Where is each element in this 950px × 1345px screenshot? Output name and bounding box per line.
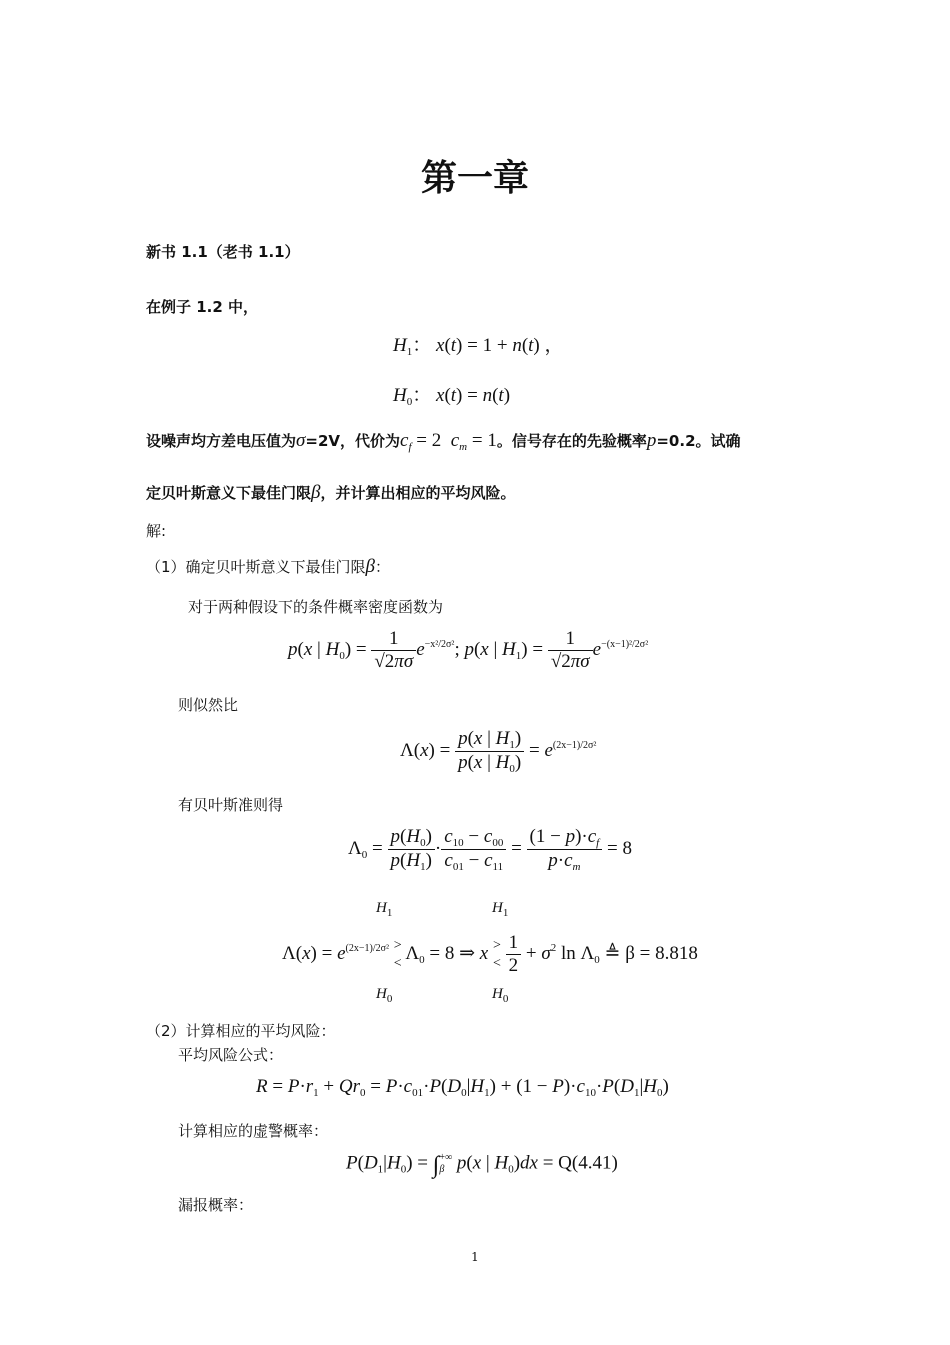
hypothesis-h0: $H_0$： x(t) = n(t) [393, 385, 511, 408]
decision-h1-left: $H_1$ [376, 900, 393, 919]
page-number: 1 [471, 1250, 479, 1264]
intro-text: 在例子 1.2 中， [146, 298, 259, 316]
bayes-intro: 有贝叶斯准则得 [178, 796, 284, 814]
likelihood-intro: 则似然比 [178, 696, 239, 714]
false-alarm-equation: $P(D_1|H_0)$ = ∫+∞ β p(x | $H_0)dx = Q(4.41)$ [346, 1152, 618, 1179]
pdf-equation: p(x | $H_0$) = $\frac{1}{√2\pi\sigma}$ $e^{-x^2/2\sigma^2}$; p(x | $H_1$) = $\frac{1}{√2\pi\sigma}$ $e^{-(x-1)^2/2\sigma^2}$ [288, 628, 649, 672]
problem-line-1: 设噪声均方差电压值为σ=2V，代价为$c_f = 2$ $c_m = 1$。信号存在的先验概率p=0.2。试确 [146, 430, 741, 453]
lambda0-equation: $\Lambda_0$ = $\frac{p(H_0)}{p(H_1)}$ · $\frac{c_{10} - c_{00}}{c_{01} - c_{11}}$ = $\frac{(1 - p)\cdot c_f}{p\cdot c_m}$ = 8 [348, 826, 632, 873]
risk-formula-intro: 平均风险公式： [178, 1046, 284, 1064]
decision-rule-equation: $\Lambda(x) = e^{(2x-1)/2\sigma^2}$ > < $\Lambda_0 = 8$ ⇒ x > < $\frac{1}{2}$ + $\sigma^2$ $\ln \Lambda_0$ ≜ β = 8.818 [282, 932, 698, 976]
decision-h0-left: $H_0$ [376, 986, 393, 1005]
decision-h1-right: $H_1$ [492, 900, 509, 919]
problem-line-2: 定贝叶斯意义下最佳门限β，并计算出相应的平均风险。 [146, 482, 516, 503]
hypothesis-h1: $H_1$： x(t) = 1 + n(t) ， [393, 335, 564, 358]
false-alarm-intro: 计算相应的虚警概率： [178, 1122, 329, 1140]
page-title: 第一章 [420, 158, 529, 199]
section-heading: 新书 1.1（老书 1.1） [146, 243, 300, 261]
step-2-heading: （2）计算相应的平均风险： [146, 1022, 336, 1040]
pdf-intro: 对于两种假设下的条件概率密度函数为 [188, 598, 444, 616]
solution-label: 解: [146, 522, 167, 540]
miss-probability-intro: 漏报概率： [178, 1196, 254, 1214]
step-1-heading: （1）确定贝叶斯意义下最佳门限β： [146, 556, 391, 577]
likelihood-ratio-equation: Λ(x) = $\frac{p(x | H_1)}{p(x | H_0)}$ = $e^{(2x-1)/2\sigma^2}$ [400, 728, 597, 775]
decision-h0-right: $H_0$ [492, 986, 509, 1005]
risk-formula: $R = P\cdot r_1 + Qr_0 = P\cdot c_{01}\cdot P(D_0|H_1) + (1 - P)\cdot c_{10}\cdot P(D_1|H_0)$ [256, 1076, 669, 1099]
